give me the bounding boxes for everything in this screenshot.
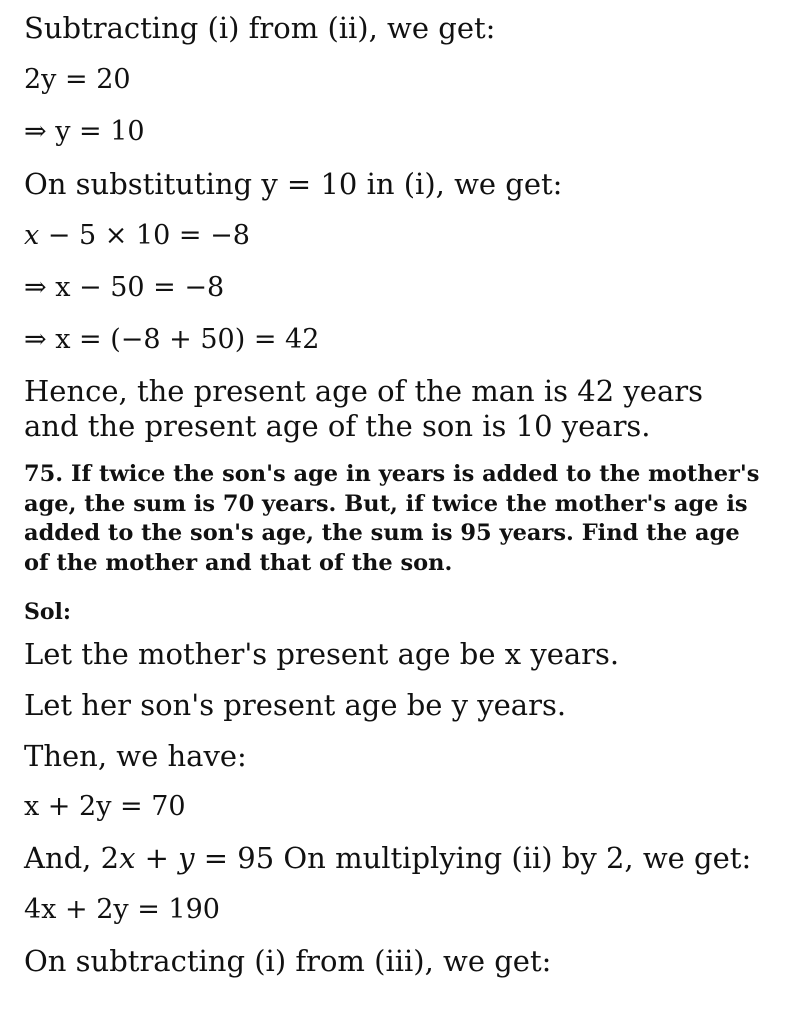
equation-line: x + 2y = 70 xyxy=(24,791,186,822)
question-75: 75. If twice the son's age in years is added to the mother's age, the sum is 70 years. But, if twice the mother's age is added to the son's age, the sum is 95 years. Find the age of the mother and that of the son. xyxy=(24,461,760,576)
text-line: Then, we have: xyxy=(24,739,247,773)
text-line: Subtracting (i) from (ii), we get: xyxy=(24,11,496,45)
equation-line: ⇒ y = 10 xyxy=(24,116,145,147)
text-line: On substituting y = 10 in (i), we get: xyxy=(24,167,563,201)
equation-line: ⇒ x = (−8 + 50) = 42 xyxy=(24,324,320,355)
text-line: On subtracting (i) from (iii), we get: xyxy=(24,944,552,978)
text-line: Let the mother's present age be x years. xyxy=(24,637,620,671)
text-line: Let her son's present age be y years. xyxy=(24,688,567,722)
solution-heading: Sol: xyxy=(24,599,72,625)
conclusion-paragraph: Hence, the present age of the man is 42 years and the present age of the son is 10 years. xyxy=(24,374,703,443)
equation-line: 2y = 20 xyxy=(24,64,131,95)
text-line: And, 2𝑥 + 𝑦 = 95 On multiplying (ii) by 2, we get: xyxy=(24,841,752,875)
equation-line: 𝑥 − 5 × 10 = −8 xyxy=(24,220,250,251)
equation-line: ⇒ x − 50 = −8 xyxy=(24,272,225,303)
equation-line: 4x + 2y = 190 xyxy=(24,894,220,925)
